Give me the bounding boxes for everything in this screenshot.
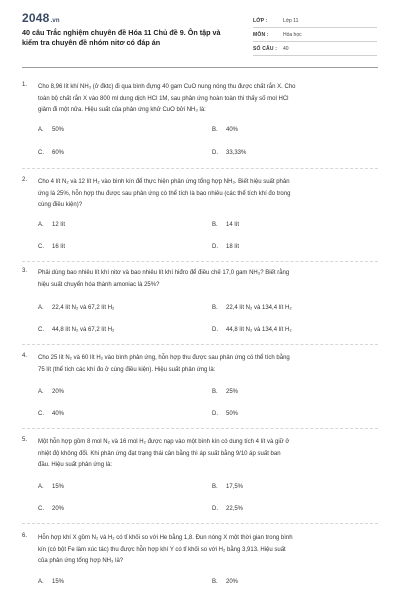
logo-suffix: .vn	[50, 18, 60, 24]
option-text: 20%	[52, 389, 65, 395]
option-a[interactable]	[38, 484, 64, 490]
question-text	[38, 268, 378, 291]
meta-value: Lớp 11	[283, 18, 299, 24]
option-letter: D.	[212, 150, 218, 156]
option-c[interactable]	[38, 411, 64, 417]
question-number: 2.	[22, 177, 28, 183]
option-d[interactable]	[212, 244, 239, 250]
option-text: 40%	[52, 411, 65, 417]
option-d[interactable]	[212, 150, 246, 156]
question-text	[38, 533, 378, 568]
option-letter: C.	[38, 327, 44, 333]
option-letter: A.	[38, 305, 44, 311]
meta-grade-row	[253, 14, 377, 28]
option-text: 15%	[52, 484, 65, 490]
question-line: Cho 25 lít N₂ và 60 lít H₂ vào bình phản ứng, hỗn hợp thu được sau phản ứng có thể tích bằng	[38, 355, 290, 361]
question-divider	[22, 428, 378, 429]
question-line: toàn bộ chất rắn X vào 800 ml dung dịch HCl 1M, sau phản ứng hoàn toàn thì thấy số mol HCl	[38, 95, 289, 102]
option-text: 20%	[226, 579, 239, 585]
option-a[interactable]	[38, 305, 114, 311]
question-divider	[22, 523, 378, 524]
option-text: 44,8 lít N₂ và 134,4 lít H₂	[226, 327, 292, 333]
option-d[interactable]	[212, 506, 243, 512]
option-letter: A.	[38, 389, 44, 395]
question-number: 1.	[22, 82, 28, 88]
header-divider	[22, 67, 378, 68]
question-line: hiệu suất chuyển hóa thành amoniac là 25%?	[38, 281, 160, 288]
option-letter: C.	[38, 506, 44, 512]
meta-count-row	[253, 42, 377, 56]
option-a[interactable]	[38, 579, 64, 585]
option-letter: B.	[212, 579, 218, 585]
option-b[interactable]	[212, 305, 292, 311]
option-a[interactable]	[38, 127, 64, 133]
question-number: 6.	[22, 533, 28, 539]
question-divider	[22, 168, 378, 169]
option-letter: B.	[212, 484, 218, 490]
site-logo[interactable]	[22, 11, 60, 25]
meta-key: LỚP :	[253, 18, 268, 24]
option-b[interactable]	[212, 222, 239, 228]
option-letter: B.	[212, 222, 218, 228]
option-text: 22,4 lít N₂ và 134,4 lít H₂	[226, 305, 292, 311]
option-text: 20%	[52, 506, 65, 512]
option-text: 50%	[52, 127, 65, 133]
option-text: 12 lít	[52, 222, 66, 228]
option-text: 33,33%	[226, 150, 247, 156]
option-letter: A.	[38, 484, 44, 490]
option-a[interactable]	[38, 222, 65, 228]
option-letter: D.	[212, 327, 218, 333]
question-line: Một hỗn hợp gồm 8 mol N₂ và 16 mol H₂ được nạp vào một bình kín có dung tích 4 lít và giữ ở	[38, 439, 290, 445]
option-letter: C.	[38, 411, 44, 417]
option-c[interactable]	[38, 150, 64, 156]
question-line: Hỗn hợp khí X gồm N₂ và H₂ có tỉ khối so với He bằng 1,8. Đun nóng X một thời gian trong bình	[38, 535, 293, 541]
meta-value: 40	[283, 46, 289, 52]
question-line: giảm đi một nửa. Hiệu suất của phản ứng khử CuO bởi NH₃ là:	[38, 107, 206, 113]
option-a[interactable]	[38, 389, 64, 395]
option-letter: D.	[212, 244, 218, 250]
option-c[interactable]	[38, 506, 64, 512]
question-text	[38, 177, 378, 212]
option-b[interactable]	[212, 579, 238, 585]
question-line: của phản ứng tổng hợp NH₃ là?	[38, 558, 124, 564]
question-line: ứng là 25%, hỗn hợp thu được sau phản ứng có thể tích là bao nhiêu (các thể tích khí đo trong	[38, 190, 291, 197]
option-b[interactable]	[212, 389, 238, 395]
document-header	[0, 0, 400, 62]
option-text: 14 lít	[226, 222, 240, 228]
option-c[interactable]	[38, 327, 114, 333]
question-line: đầu. Hiệu suất phản ứng là:	[38, 462, 113, 468]
question-text	[38, 353, 378, 376]
question-divider	[22, 261, 378, 262]
option-text: 25%	[226, 389, 239, 395]
question-line: cùng điều kiện)?	[38, 202, 83, 208]
meta-value: Hóa học	[283, 32, 302, 38]
question-line: Cho 4 lít N₂ và 12 lít H₂ vào bình kín để thực hiện phản ứng tổng hợp NH₃. Biết hiệu suất phản	[38, 179, 290, 185]
option-letter: D.	[212, 506, 218, 512]
option-c[interactable]	[38, 244, 65, 250]
meta-key: SỐ CÂU :	[253, 46, 278, 52]
option-text: 18 lít	[226, 244, 240, 250]
question-text	[38, 437, 378, 472]
option-b[interactable]	[212, 127, 238, 133]
option-text: 22,4 lít N₂ và 67,2 lít H₂	[52, 305, 115, 311]
question-number: 3.	[22, 268, 28, 274]
question-line: kín (có bột Fe làm xúc tác) thu được hỗn hợp khí Y có tỉ khối so với H₂ bằng 3,913. Hiệu suất	[38, 546, 286, 553]
meta-subject-row	[253, 28, 377, 42]
question-line: nhiệt độ không đổi. Khi phản ứng đạt trạng thái cân bằng thì áp suất bằng 9/10 áp suất ban	[38, 450, 281, 457]
meta-key: MÔN :	[253, 32, 269, 38]
option-letter: A.	[38, 222, 44, 228]
option-text: 40%	[226, 127, 239, 133]
option-text: 44,8 lít N₂ và 67,2 lít H₂	[52, 327, 115, 333]
option-letter: B.	[212, 127, 218, 133]
option-letter: B.	[212, 389, 218, 395]
option-letter: A.	[38, 127, 44, 133]
option-letter: D.	[212, 411, 218, 417]
option-letter: C.	[38, 244, 44, 250]
option-b[interactable]	[212, 484, 243, 490]
question-divider	[22, 344, 378, 345]
question-text	[38, 82, 378, 117]
question-line: Phải dùng bao nhiêu lít khí nitơ và bao nhiêu lít khí hiđro để điều chế 17,0 gam NH₃? Biết rằng	[38, 270, 290, 276]
document-title: 40 câu Trắc nghiệm chuyên đề Hóa 11 Chủ đề 9. Ôn tập và kiểm tra chuyên đề nhóm nitơ có đáp án	[22, 28, 221, 47]
option-text: 17,5%	[226, 484, 244, 490]
logo-main: 2048	[22, 11, 50, 25]
option-text: 22,5%	[226, 506, 244, 512]
option-letter: B.	[212, 305, 218, 311]
option-letter: C.	[38, 150, 44, 156]
option-text: 16 lít	[52, 244, 66, 250]
question-number: 5.	[22, 437, 28, 443]
question-line: 75 lít (thể tích các khí đo ở cùng điều kiện). Hiệu suất phản ứng là:	[38, 366, 216, 373]
option-d[interactable]	[212, 411, 238, 417]
question-line: Cho 8,96 lít khí NH₃ (ở đktc) đi qua bình đựng 40 gam CuO nung nóng thu được chất rắn X. Cho	[38, 84, 296, 90]
option-text: 50%	[226, 411, 239, 417]
question-number: 4.	[22, 353, 28, 359]
option-letter: A.	[38, 579, 44, 585]
option-text: 60%	[52, 150, 65, 156]
option-text: 15%	[52, 579, 65, 585]
option-d[interactable]	[212, 327, 292, 333]
